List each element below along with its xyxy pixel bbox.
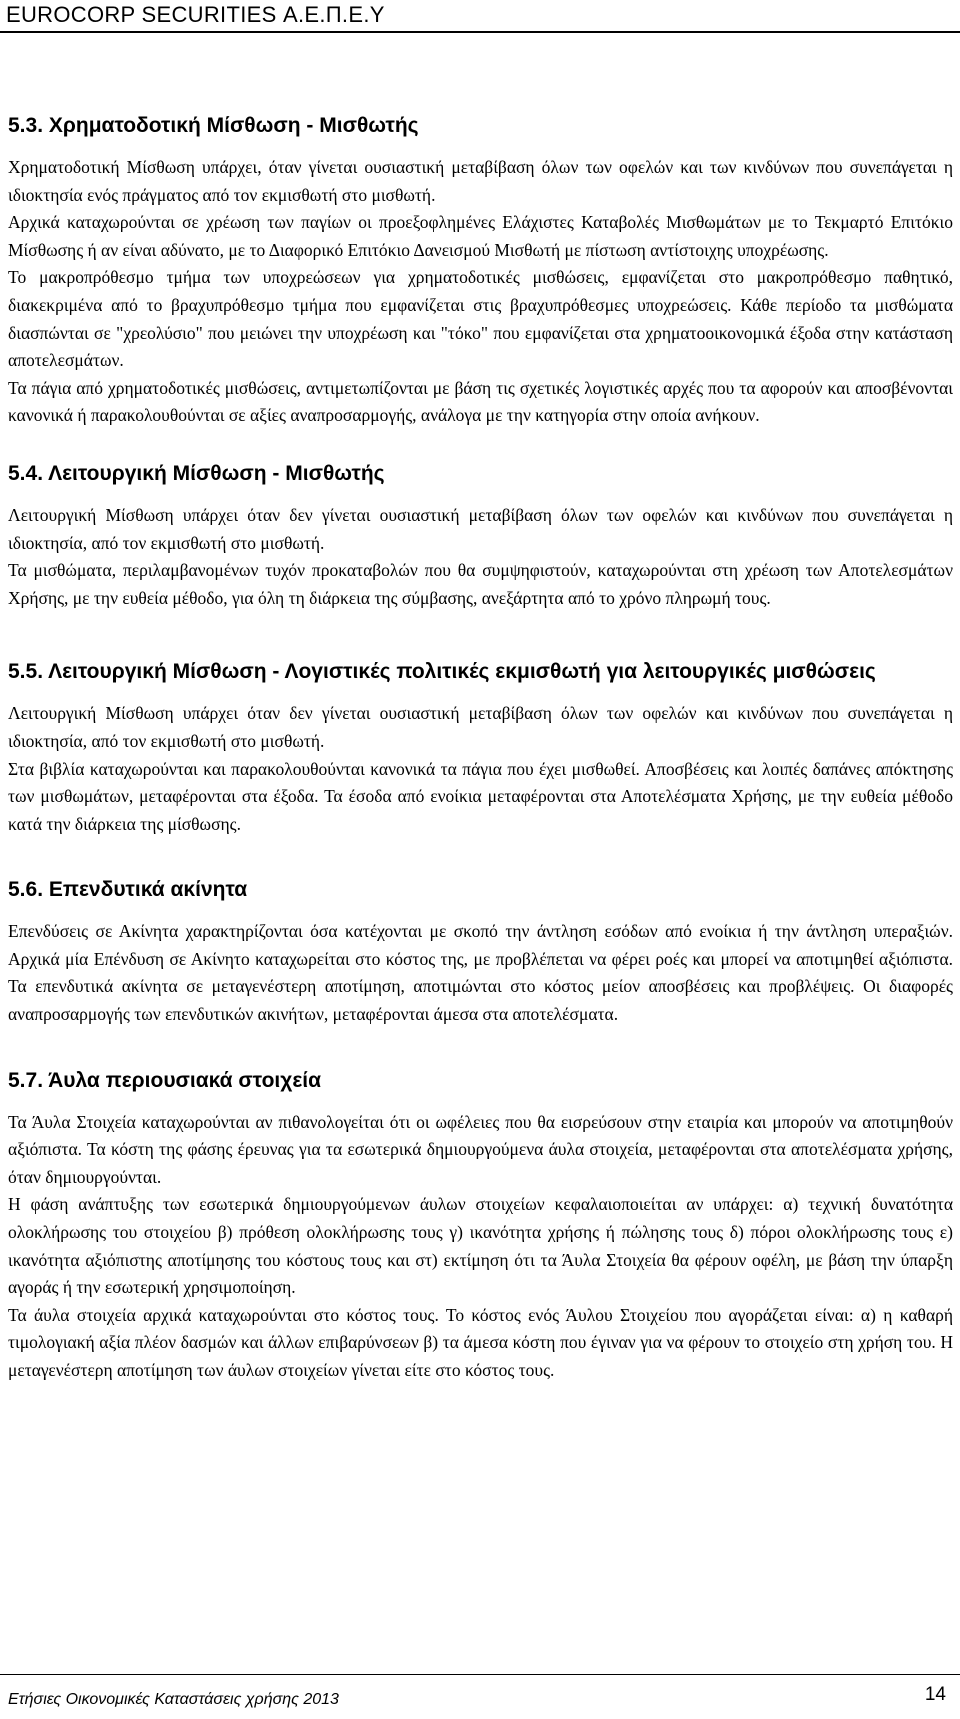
section-title: 5.5. Λειτουργική Μίσθωση - Λογιστικές πολιτικές εκμισθωτή για λειτουργικές μισθώσεις — [8, 660, 876, 684]
paragraph: Χρηματοδοτική Μίσθωση υπάρχει, όταν γίνεται ουσιαστική μεταβίβαση όλων των οφελών και των κινδύνων που συνεπάγεται η ιδιοκτησία ενός πράγματος από τον εκμισθωτή στο μισθωτή. — [8, 157, 953, 205]
section-5-7 — [8, 1063, 953, 1385]
paragraph: Η φάση ανάπτυξης των εσωτερικά δημιουργούμενων άυλων στοιχείων κεφαλαιοποιείται αν υπάρχει: α) τεχνική δυνατότητα ολοκλήρωσης του στοιχείου β) πρόθεση ολοκλήρωσης τους γ) ικανότητα χρήσης ή πώλησης τους δ) πόροι ολοκλήρωσης τους ε) ικανότητα αξιόπιστης αποτίμησης του κόστους τους και στ) εκτίμηση ότι τα Άυλα Στοιχεία θα φέρουν οφέλη, με βάση την ύπαρξη αγοράς ή την εσωτερική χρησιμοποίηση. — [8, 1194, 953, 1298]
header-divider — [0, 31, 960, 33]
footer-title: Ετήσιες Οικονομικές Καταστάσεις χρήσης 2013 — [8, 1691, 339, 1708]
paragraph: Το μακροπρόθεσμο τμήμα των υποχρεώσεων για χρηματοδοτικές μισθώσεις, εμφανίζεται στο μακροπρόθεσμο παθητικό, διακεκριμένα από το βραχυπρόθεσμο τμήμα που εμφανίζεται στις βραχυπρόθεσμες υποχρεώσεις. Κάθε περίοδο τα μισθώματα διασπώνται σε "χρεολύσιο" που μειώνει την υποχρέωση και "τόκο" που εμφανίζεται στα χρηματοοικονομικά έξοδα στην κατάσταση αποτελεσμάτων. — [8, 267, 953, 371]
paragraph: Τα Άυλα Στοιχεία καταχωρούνται αν πιθανολογείται ότι οι ωφέλειες που θα εισρεύσουν στην εταιρία και μπορούν να αποτιμηθούν αξιόπιστα. Τα κόστη της φάσης έρευνας για τα εσωτερικά δημιουργούμενα άυλα στοιχεία, μεταφέρονται στα αποτελέσματα χρήσης, όταν δημιουργούνται. — [8, 1111, 953, 1187]
section-title: 5.6. Επενδυτικά ακίνητα — [8, 878, 248, 902]
section-5-4 — [8, 456, 953, 612]
paragraph: Τα άυλα στοιχεία αρχικά καταχωρούνται στο κόστος τους. Το κόστος ενός Άυλου Στοιχείου που αγοράζεται είναι: α) η καθαρή τιμολογιακή αξία πλέον δασμών και άλλων επιβαρύνσεων β) τα άμεσα κόστη που έγιναν για να φέρουν το στοιχείο στη χρήση του. Η μεταγενέστερη αποτίμηση των άυλων στοιχείων γίνεται είτε στο κόστος τους. — [8, 1304, 953, 1380]
paragraph: Τα μισθώματα, περιλαμβανομένων τυχόν προκαταβολών που θα συμψηφιστούν, καταχωρούνται στη χρέωση των Αποτελεσμάτων Χρήσης, με την ευθεία μέθοδο, για όλη τη διάρκεια της σύμβασης, ανεξάρτητα από το χρόνο πληρωμή τους. — [8, 560, 953, 608]
section-5-3 — [8, 108, 953, 430]
section-5-6 — [8, 872, 953, 1028]
paragraph: Τα πάγια από χρηματοδοτικές μισθώσεις, αντιμετωπίζονται με βάση τις σχετικές λογιστικές αρχές που τα αφορούν και αποσβένονται κανονικά ή παρακολουθούνται σε αξίες αναπροσαρμογής, ανάλογα με την κατηγορία στην οποία ανήκουν. — [8, 377, 953, 426]
paragraph: Λειτουργική Μίσθωση υπάρχει όταν δεν γίνεται ουσιαστική μεταβίβαση όλων των οφελών και κινδύνων που συνεπάγεται η ιδιοκτησία, από τον εκμισθωτή στο μισθωτή. — [8, 703, 953, 751]
paragraph: Στα βιβλία καταχωρούνται και παρακολουθούνται κανονικά τα πάγια που έχει μισθωθεί. Αποσβέσεις και λοιπές δαπάνες απόκτησης των μισθωμάτων, μεταφέρονται στα έξοδα. Τα έσοδα από ενοίκια μεταφέρονται στα Αποτελέσματα Χρήσης, με την ευθεία μέθοδο κατά την διάρκεια της μίσθωσης. — [8, 758, 953, 834]
paragraph: Λειτουργική Μίσθωση υπάρχει όταν δεν γίνεται ουσιαστική μεταβίβαση όλων των οφελών και κινδύνων που συνεπάγεται η ιδιοκτησία, από τον εκμισθωτή στο μισθωτή. — [8, 504, 953, 553]
paragraph: Επενδύσεις σε Ακίνητα χαρακτηρίζονται όσα κατέχονται με σκοπό την άντληση εσόδων από ενοίκια ή την άντληση υπεραξιών. Αρχικά μία Επένδυση σε Ακίνητο καταχωρείται στο κόστος της, με προβλέπεται να φέρει ροές και μπορεί να αποτιμηθεί αξιόπιστα. Τα επενδυτικά ακίνητα σε μεταγενέστερη αποτίμηση, αποτιμώνται στο κόστος μείον αποσβέσεις και προβλέψεις. Οι διαφορές αναπροσαρμογής των επενδυτικών ακινήτων, μεταφέρονται άμεσα στα αποτελέσματα. — [8, 921, 953, 1025]
paragraph: Αρχικά καταχωρούνται σε χρέωση των παγίων οι προεξοφλημένες Ελάχιστες Καταβολές Μισθωμάτων με το Τεκμαρτό Επιτόκιο Μίσθωσης ή αν είναι αδύνατο, με το Διαφορικό Επιτόκιο Δανεισμού Μισθωτή με πίστωση αντίστοιχης υποχρέωσης. — [8, 212, 953, 260]
section-title: 5.7. Άυλα περιουσιακά στοιχεία — [8, 1068, 322, 1092]
section-title: 5.4. Λειτουργική Μίσθωση - Μισθωτής — [8, 461, 385, 485]
company-name: EUROCORP SECURITIES Α.Ε.Π.Ε.Υ — [6, 2, 385, 27]
page-header — [0, 0, 960, 29]
section-5-5 — [8, 654, 953, 838]
page-number: 14 — [924, 1684, 946, 1705]
footer-divider — [0, 1674, 960, 1675]
section-title: 5.3. Χρηματοδοτική Μίσθωση - Μισθωτής — [8, 114, 419, 137]
document-body — [8, 100, 953, 1385]
